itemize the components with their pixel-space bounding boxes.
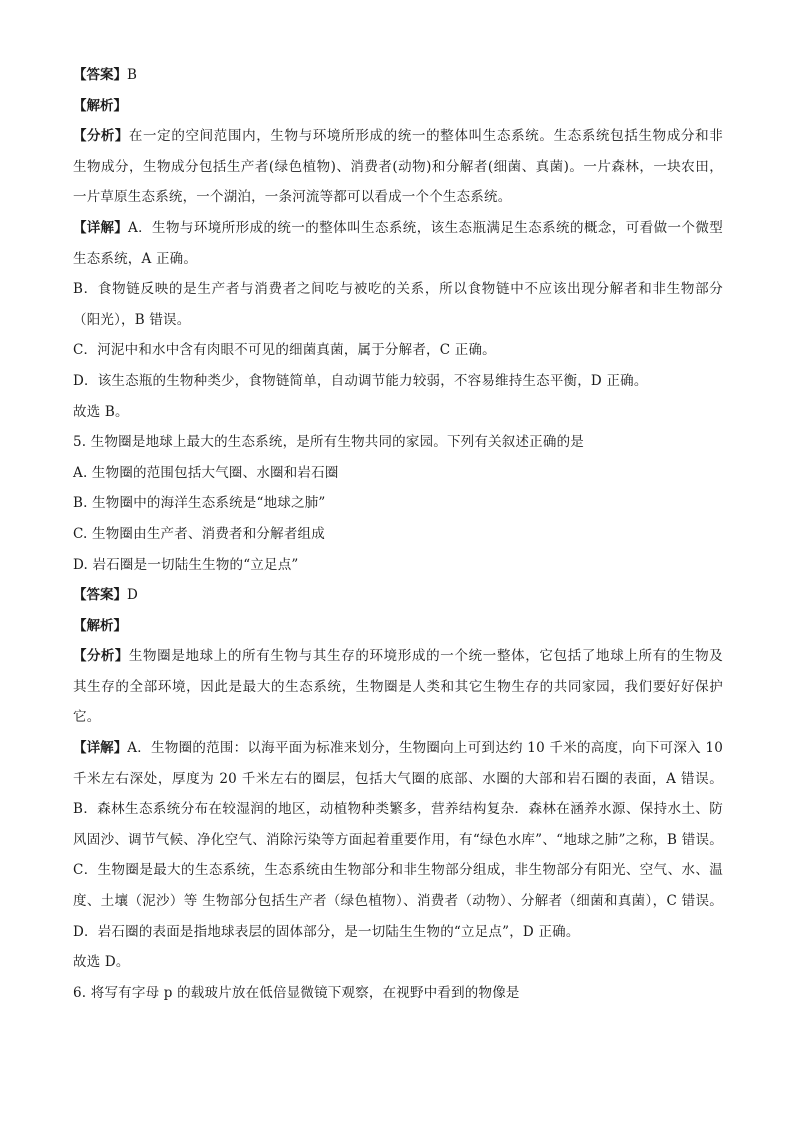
line-text: A. 生物圈的范围包括大气圈、水圈和岩石圈 xyxy=(73,464,339,481)
detail-q5-7 xyxy=(73,917,723,948)
section-tag: 【详解】 xyxy=(73,740,128,757)
analyze-q5-1 xyxy=(73,641,723,672)
line-text: C．河泥中和水中含有肉眼不可见的细菌真菌，属于分解者，C 正确。 xyxy=(73,342,496,359)
analyze-q4-2 xyxy=(73,152,723,183)
detail-q5-3 xyxy=(73,794,723,825)
line-text: 在一定的空间范围内，生物与环境所形成的统一的整体叫生态系统。生态系统包括生物成分和非 xyxy=(128,128,724,145)
detail-q4-2 xyxy=(73,244,723,275)
analyze-q5-3 xyxy=(73,702,723,733)
line-text: C．生物圈是最大的生态系统，生态系统由生物部分和非生物部分组成，非生物部分有阳光、空气、水、温 xyxy=(73,862,723,879)
option-5a xyxy=(73,458,723,489)
section-tag: 【解析】 xyxy=(73,97,127,114)
detail-q5-6 xyxy=(73,886,723,917)
analyze-q4-3 xyxy=(73,182,723,213)
section-tag: 【答案】 xyxy=(73,67,127,83)
line-text: B．食物链反映的是生产者与消费者之间吃与被吃的关系，所以食物链中不应该出现分解者和非生物部分 xyxy=(73,281,723,298)
detail-q5-5 xyxy=(73,855,723,886)
line-text: B xyxy=(127,67,138,83)
option-5d xyxy=(73,550,723,581)
document-body xyxy=(73,60,723,1008)
section-tag: 【答案】 xyxy=(73,587,127,604)
detail-q5-4 xyxy=(73,825,723,856)
line-text: A．生物圈的范围：以海平面为标准来划分，生物圈向上可到达约 10 千米的高度，向下可深入 10 xyxy=(127,740,723,757)
answer-q4 xyxy=(73,60,723,91)
detail-q4-6 xyxy=(73,366,723,397)
line-text: D. 岩石圈是一切陆生生物的“立足点” xyxy=(73,556,299,573)
line-text: 故选 D。 xyxy=(73,954,130,971)
analysis-title-q5 xyxy=(73,611,723,642)
detail-q4-4 xyxy=(73,305,723,336)
line-text: 千米左右深处，厚度为 20 千米左右的圈层，包括大气圈的底部、水圈的大部和岩石圈的表面，A 错误。 xyxy=(73,770,723,787)
detail-q4-3 xyxy=(73,274,723,305)
option-5b xyxy=(73,488,723,519)
line-text: D xyxy=(127,587,139,604)
question-5 xyxy=(73,427,723,458)
answer-q5 xyxy=(73,580,723,611)
line-text: 它。 xyxy=(73,709,101,726)
line-text: （阳光），B 错误。 xyxy=(73,311,191,328)
line-text: C. 生物圈由生产者、消费者和分解者组成 xyxy=(73,525,325,542)
line-text: 生物圈是地球上的所有生物与其生存的环境形成的一个统一整体，它包括了地球上所有的生物及 xyxy=(128,648,724,665)
choose-q4 xyxy=(73,397,723,428)
section-tag: 【分析】 xyxy=(73,128,129,145)
line-text: D．该生态瓶的生物种类少，食物链简单，自动调节能力较弱，不容易维持生态平衡，D 正确。 xyxy=(73,372,648,389)
line-text: 生物成分，生物成分包括生产者(绿色植物)、消费者(动物)和分解者(细菌、真菌)。一片森林，一块农田， xyxy=(73,158,723,175)
line-text: 其生存的全部环境，因此是最大的生态系统，生物圈是人类和其它生物生存的共同家园，我们要好好保护 xyxy=(73,678,723,695)
line-text: 一片草原生态系统，一个湖泊，一条河流等都可以看成一个个生态系统。 xyxy=(73,189,512,206)
analysis-title-q4 xyxy=(73,91,723,122)
detail-q4-5 xyxy=(73,335,723,366)
line-text: A．生物与环境所形成的统一的整体叫生态系统，该生态瓶满足生态系统的概念，可看做一个微型 xyxy=(127,219,724,236)
line-text: D．岩石圈的表面是指地球表层的固体部分，是一切陆生生物的“立足点”，D 正确。 xyxy=(73,923,580,940)
line-text: 6. 将写有字母 p 的载玻片放在低倍显微镜下观察，在视野中看到的物像是 xyxy=(73,984,520,1001)
line-text: 度、土壤（泥沙）等 生物部分包括生产者（绿色植物）、消费者（动物）、分解者（细菌和真菌），C 错误。 xyxy=(73,893,723,910)
line-text: B．森林生态系统分布在较湿润的地区，动植物种类繁多，营养结构复杂．森林在涵养水源、保持水土、防 xyxy=(73,801,723,818)
line-text: 风固沙、调节气候、净化空气、消除污染等方面起着重要作用，有“绿色水库”、“地球之肺”之称，B 错误。 xyxy=(73,831,723,848)
analyze-q4-1 xyxy=(73,121,723,152)
line-text: 5. 生物圈是地球上最大的生态系统，是所有生物共同的家园。下列有关叙述正确的是 xyxy=(73,434,584,451)
analyze-q5-2 xyxy=(73,672,723,703)
detail-q4-1 xyxy=(73,213,723,244)
section-tag: 【分析】 xyxy=(73,648,129,665)
section-tag: 【解析】 xyxy=(73,617,127,634)
choose-q5 xyxy=(73,947,723,978)
question-6 xyxy=(73,978,723,1009)
detail-q5-2 xyxy=(73,764,723,795)
line-text: 生态系统，A 正确。 xyxy=(73,250,198,267)
section-tag: 【详解】 xyxy=(73,219,128,236)
line-text: B. 生物圈中的海洋生态系统是“地球之肺” xyxy=(73,495,326,512)
line-text: 故选 B。 xyxy=(73,403,129,420)
option-5c xyxy=(73,519,723,550)
detail-q5-1 xyxy=(73,733,723,764)
